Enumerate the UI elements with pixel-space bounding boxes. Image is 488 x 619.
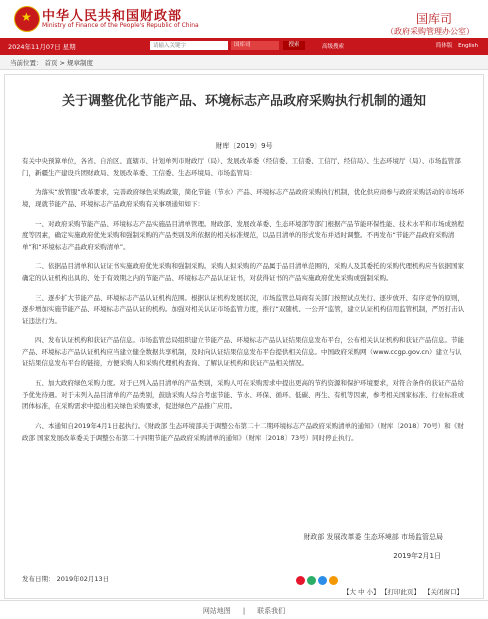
- print-button[interactable]: 【打印此页】: [381, 588, 420, 596]
- search-button[interactable]: 搜索: [283, 41, 305, 50]
- top-bar: [0, 38, 488, 55]
- paragraph-1: 一、对政府采购节能产品、环境标志产品实施品目清单管理。财政部、发展改革委、生态环境部等部门根据产品节能环保性能、技术水平和市场成熟程度等因素，确定实施政府优先采购和强制采购的产品类别及所依据的相关标准规范，以品目清单的形式发布并适时调整。不再发布“节能产品政府采购清单”和“环境标志产品政府采购清单”。: [22, 219, 464, 251]
- office-name: （政府采购管理办公室）: [386, 27, 474, 36]
- wechat-icon[interactable]: [307, 576, 316, 585]
- share-icons: [296, 570, 346, 580]
- publish-date: 发布日期： 2019年02月13日: [22, 575, 110, 583]
- font-size-control[interactable]: 【大 中 小】: [343, 588, 380, 596]
- department-name: 国库司: [415, 12, 452, 26]
- paragraph-3: 三、逐步扩大节能产品、环境标志产品认证机构范围。根据认证机构发展状况，市场监管总局商有关部门按照试点先行、逐步放开、有序竞争的原则，逐步增加实施节能产品、环境标志产品认证的机构。加强对相关认证市场监管力度，推行“双随机、一公开”监管，建立认证机构信用监管机制，严厉打击认证违法行为。: [22, 293, 465, 325]
- site-title[interactable]: 中华人民共和国财政部: [42, 9, 183, 24]
- current-date: 2024年11月07日 星期: [8, 43, 76, 51]
- qq-icon[interactable]: [318, 576, 327, 585]
- addressee: 有关中央预算单位，各省、自治区、直辖市、计划单列市财政厅（局）、发展改革委（经信委、工信委、工信厅、经信局）、生态环境厅（局）、市场监管部门，新疆生产建设兵团财政局、发展改革委、工信委、生态环境局、市场监管局：: [22, 157, 461, 177]
- article-title: 关于调整优化节能产品、环境标志产品政府采购执行机制的通知: [61, 94, 426, 109]
- breadcrumb-home-link[interactable]: 首页: [44, 59, 58, 67]
- search-input[interactable]: [150, 41, 228, 50]
- breadcrumb: [10, 58, 95, 67]
- lang-english-link[interactable]: English: [458, 43, 478, 49]
- paragraph-6: 六、本通知自2019年4月1日起执行。《财政部 生态环境部关于调整公布第二十二期环境标志产品政府采购清单的通知》（财库〔2018〕70号）和《财政部 国家发展改革委关于调整公布第二十四期节能产品政府采购清单的通知》（财库〔2018〕73号）同时停止执行。: [22, 422, 464, 442]
- footer-links: [0, 606, 488, 616]
- national-emblem-icon[interactable]: [14, 6, 40, 32]
- document-number: 财库〔2019〕9号: [215, 142, 273, 150]
- weibo-icon[interactable]: [296, 576, 305, 585]
- contact-link[interactable]: 联系我们: [257, 607, 286, 615]
- close-window-button[interactable]: 【关闭窗口】: [424, 588, 463, 596]
- signature: 财政部 发展改革委 生态环境部 市场监管总局: [303, 533, 443, 541]
- language-links: [432, 41, 478, 49]
- site-title-en: Ministry of Finance of the People's Republic of China: [42, 22, 199, 29]
- advanced-search-link[interactable]: 高级搜索: [322, 44, 345, 50]
- article-body: [22, 156, 468, 444]
- paragraph-4: 四、发布认证机构和获证产品信息。市场监管总局组织建立节能产品、环境标志产品认证结果信息发布平台，公布相关认证机构和获证产品信息。节能产品、环境标志产品认证机构应当建立健全数据共享机制，及时向认证结果信息发布平台提供相关信息。中国政府采购网（www.ccgp.gov.cn）建立与认证结果信息发布平台的链接，方便采购人和采购代理机构查询、了解认证机构和获证产品相关情况。: [22, 336, 464, 368]
- lang-simplified-link[interactable]: 简体版: [435, 43, 453, 49]
- share-icon[interactable]: [329, 576, 338, 585]
- breadcrumb-current-link[interactable]: 规章制度: [66, 59, 93, 67]
- sign-date: 2019年2月1日: [393, 552, 441, 560]
- intro-paragraph: 为落实“放管服”改革要求，完善政府绿色采购政策，简化节能（节水）产品、环境标志产品政府采购执行机制，优化供应商参与政府采购活动的市场环境，现就节能产品、环境标志产品政府采购有关事项通知如下：: [22, 188, 465, 208]
- breadcrumb-separator: >: [59, 59, 65, 67]
- breadcrumb-prefix: 当前位置：: [10, 59, 43, 67]
- breadcrumb-bar: [0, 55, 488, 70]
- sitemap-link[interactable]: 网站地图: [202, 607, 231, 615]
- paragraph-5: 五、加大政府绿色采购力度。对于已列入品目清单的产品类别，采购人可在采购需求中提出更高的节约资源和保护环境要求，对符合条件的获证产品给予优先待遇。对于未列入品目清单的产品类别，鼓励采购人综合考虑节能、节水、环保、循环、低碳、再生、有机等因素，参考相关国家标准、行业标准或团体标准，在采购需求中提出相关绿色采购要求，促进绿色产品推广应用。: [22, 379, 464, 411]
- paragraph-2: 二、依据品目清单和认证证书实施政府优先采购和强制采购。采购人拟采购的产品属于品目清单范围的，采购人及其委托的采购代理机构应当依据国家确定的认证机构出具的、处于有效期之内的节能产品、环境标志产品认证证书，对获得证书的产品实施政府优先采购或强制采购。: [22, 262, 464, 282]
- site-footer: [0, 600, 488, 619]
- search-scope-select[interactable]: 国库司: [231, 41, 279, 50]
- footer-separator: |: [242, 607, 246, 615]
- site-header: [0, 0, 488, 38]
